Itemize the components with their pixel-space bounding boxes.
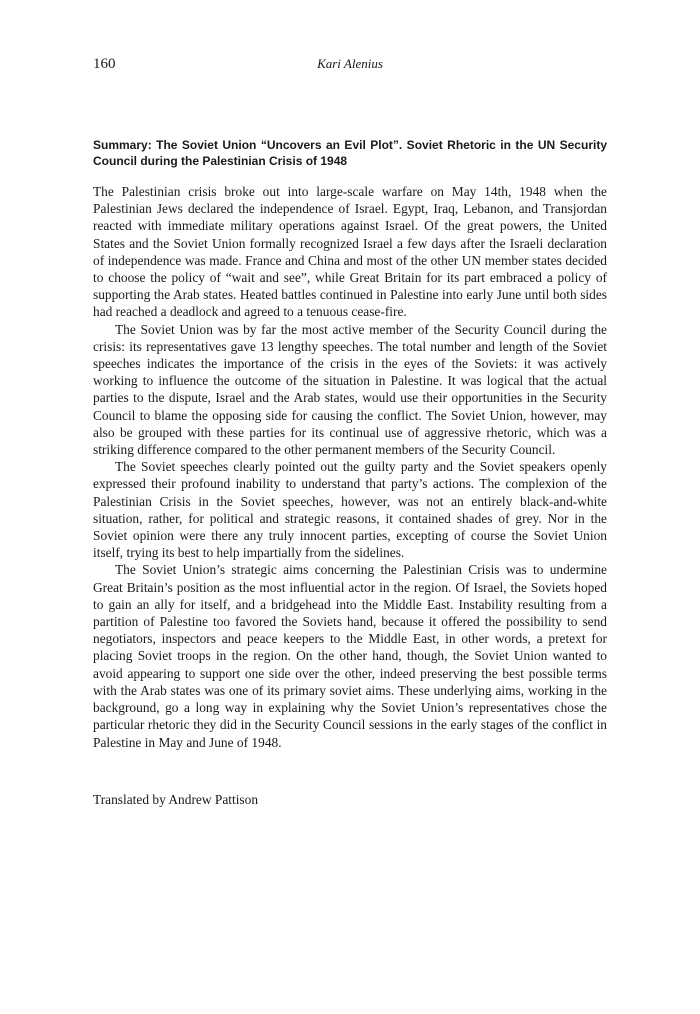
page-header — [93, 54, 607, 74]
paragraph: The Palestinian crisis broke out into large-scale warfare on May 14th, 1948 when the Palestinian Jews declared the independence of Israel. Egypt, Iraq, Lebanon, and Transjordan reacted with immediate military operations against Israel. Of the great powers, the United States and the Soviet Union formally recognized Israel a few days after the Israeli declaration of independence was made. France and China and most of the other UN member states decided to choose the policy of “wait and see”, while Great Britain for its part embraced a policy of supporting the Arab states. Heated battles continued in Palestine into early June until both sides had reached a deadlock and agreed to a tenuous cease-fire. — [93, 184, 607, 320]
paragraph: The Soviet speeches clearly pointed out the guilty party and the Soviet speakers openly expressed their profound inability to understand that party’s actions. The complexion of the Palestinian Crisis in the Soviet speeches, however, was not an entirely black-and-white situation, rather, for political and strategic reasons, it contained shades of grey. Nor in the Soviet opinion were there any truly innocent parties, excepting of course the Soviet Union itself, trying its best to help impartially from the sidelines. — [93, 459, 607, 561]
paragraph: The Soviet Union’s strategic aims concerning the Palestinian Crisis was to undermine Great Britain’s position as the most influential actor in the region. Of Israel, the Soviets hoped to gain an ally for itself, and a bridgehead into the Middle East. Instability resulting from a partition of Palestine too favored the Soviets hand, because it offered the possibility to send negotiators, inspectors and peace keepers to the Middle East, in other words, a pretext for placing Soviet troops in the region. On the other hand, though, the Soviet Union wanted to avoid appearing to support one side over the other, indeed preserving the best possible terms with the Arab states was one of its primary soviet aims. These underlying aims, working in the background, go a long way in explaining why the Soviet Union’s representatives chose the particular rhetoric they did in the Security Council sessions in the early stages of the conflict in Palestine in May and June of 1948. — [93, 562, 607, 750]
page-number: 160 — [93, 56, 116, 72]
running-head-author: Kari Alenius — [317, 56, 383, 71]
summary-title: Summary: The Soviet Union “Uncovers an Evil Plot”. Soviet Rhetoric in the UN Security Council during the Palestinian Crisis of 1948 — [93, 138, 607, 168]
summary-body — [93, 183, 607, 751]
paragraph: The Soviet Union was by far the most active member of the Security Council during the crisis: its representatives gave 13 lengthy speeches. The total number and length of the Soviet speeches indicates the importance of the crisis in the eyes of the Soviets: it was actively working to influence the outcome of the situation in Palestine. It was logical that the actual parties to the dispute, Israel and the Arab states, would use their opportunities in the Security Council to blame the opposing side for causing the conflict. The Soviet Union, however, may also be grouped with these parties for its continual use of aggressive rhetoric, which was a striking difference compared to the other permanent members of the Security Council. — [93, 321, 607, 458]
translator-note: Translated by Andrew Pattison — [93, 792, 259, 807]
